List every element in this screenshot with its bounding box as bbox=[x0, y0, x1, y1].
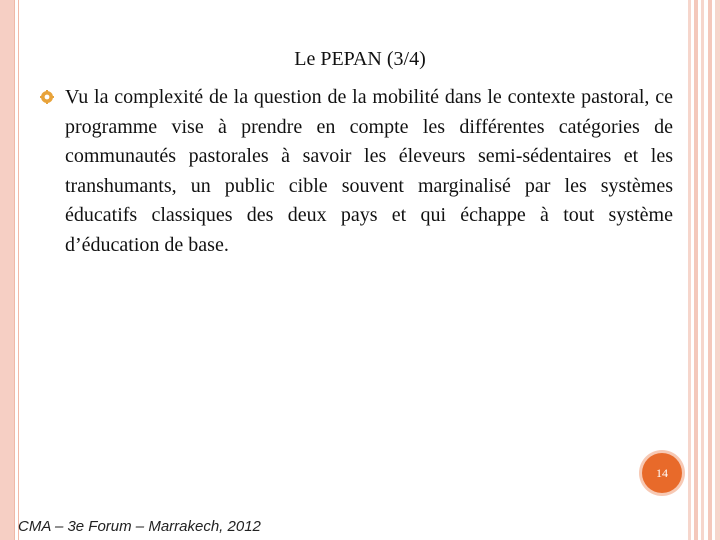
right-decorative-stripes bbox=[684, 0, 720, 540]
page-number-badge bbox=[642, 453, 682, 493]
left-decorative-border bbox=[0, 0, 15, 540]
slide-title: Le PEPAN (3/4) bbox=[294, 48, 426, 70]
bullet-text: Vu la complexité de la question de la mobilité dans le contexte pastoral, ce programme vise à prendre en compte les différentes catégories de communautés pastorales à savoir les éleveurs semi-sédentaires et les transhumants, un public cible souvent marginalisé par les systèmes éducatifs classiques des deux pays et qui échappe à tout système d’éducation de base. bbox=[65, 86, 673, 256]
footer-text: CMA – 3e Forum – Marrakech, 2012 bbox=[18, 518, 261, 535]
gear-bullet-icon bbox=[40, 90, 54, 104]
page-number: 14 bbox=[656, 465, 668, 480]
left-decorative-line bbox=[18, 0, 19, 540]
